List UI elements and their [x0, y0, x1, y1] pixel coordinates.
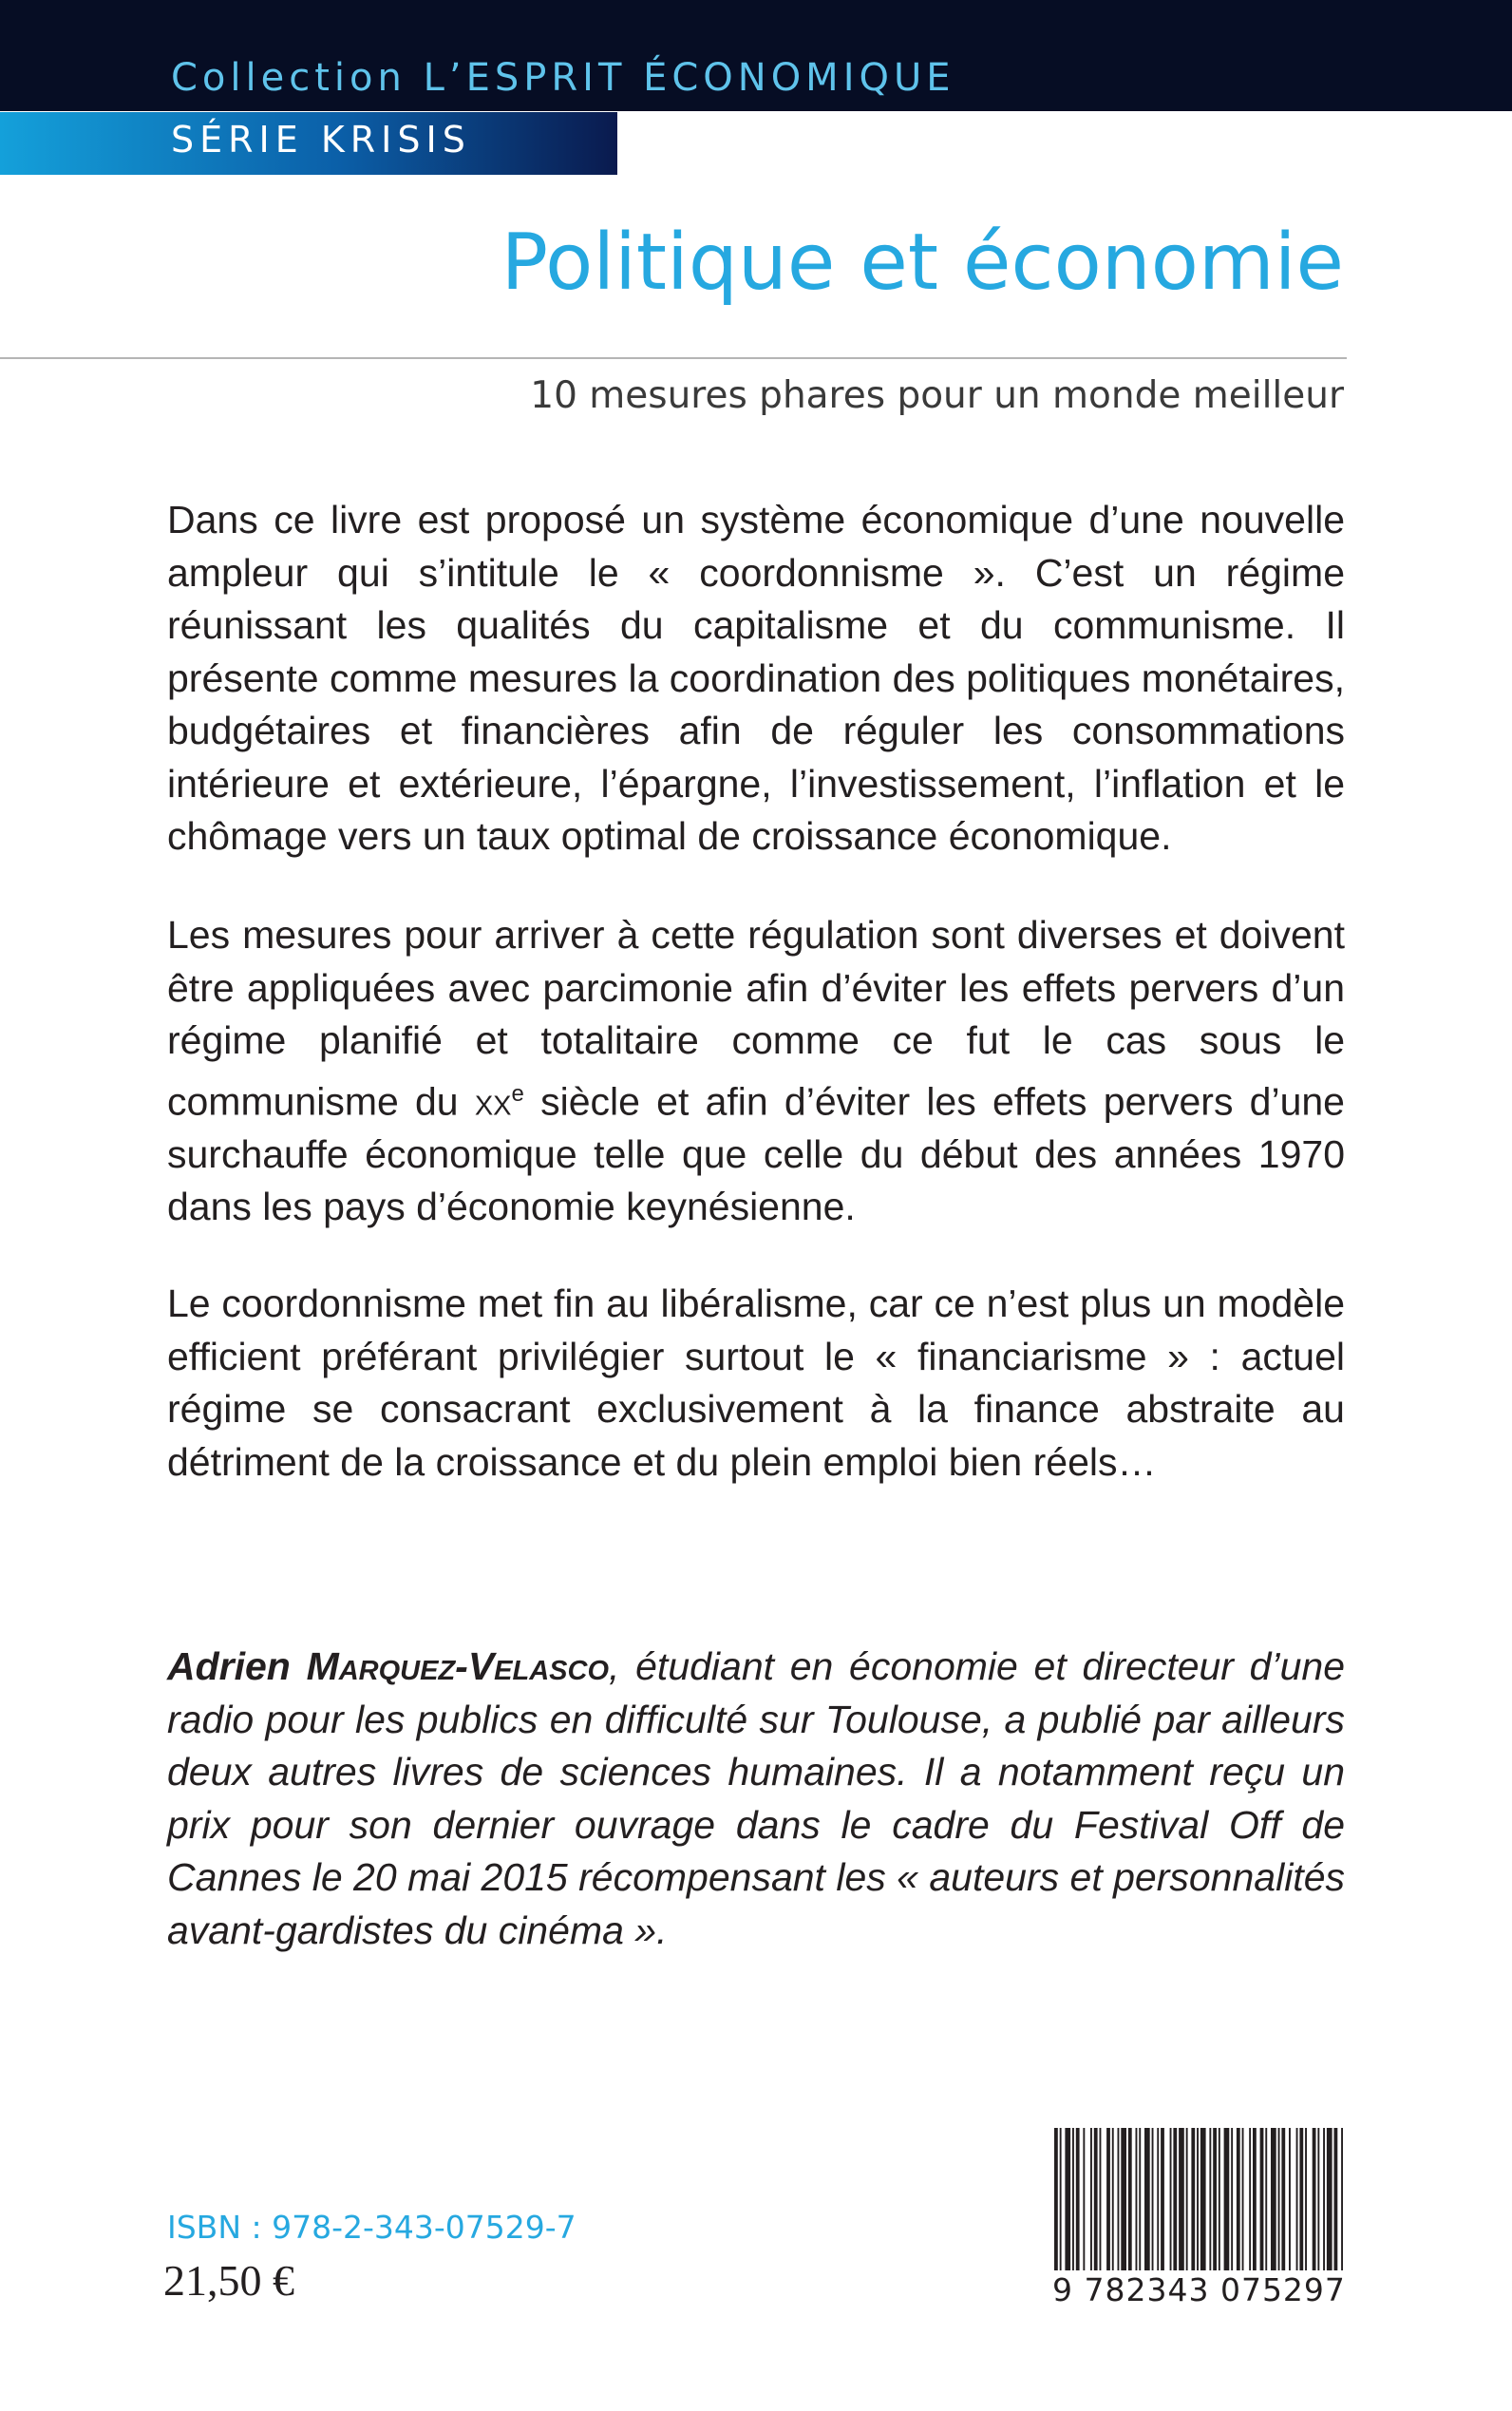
barcode-bar [1197, 2128, 1199, 2270]
barcode-bar [1157, 2128, 1159, 2270]
price: 21,50 € [163, 2256, 294, 2305]
barcode-bar [1072, 2128, 1074, 2270]
barcode-bar [1161, 2128, 1164, 2270]
title-divider [0, 357, 1347, 359]
barcode-bar [1313, 2128, 1316, 2270]
author-bio-text: , étudiant en économie et directeur d’une radio pour les publics en difficulté sur Toulouse, a publié par ailleurs deux autres livres de sciences humaines. Il a notamment reçu un prix pour son dernier ouvrage dans le cadre du Festival Off de Cannes le 20 mai 2015 récompensant les « auteurs et personnalités avant-gardistes du cinéma ». [167, 1644, 1345, 1952]
barcode-bar [1100, 2128, 1102, 2270]
blurb-paragraph-3: Le coordonnisme met fin au libéralisme, car ce n’est plus un modèle efficient préférant privilégier surtout le « financiarisme » : actuel régime se consacrant exclusivement à la finance abstraite au détriment de la croissance et du plein emploi bien réels… [167, 1281, 1345, 1484]
barcode-bar [1106, 2128, 1110, 2270]
isbn: ISBN : 978-2-343-07529-7 [167, 2209, 576, 2246]
barcode-bar [1213, 2128, 1217, 2270]
barcode-bar [1224, 2128, 1230, 2270]
barcode-bar [1271, 2128, 1276, 2270]
barcode-bar [1249, 2128, 1251, 2270]
barcode-bar [1231, 2128, 1233, 2270]
blurb-paragraph-2 [167, 909, 1345, 1234]
barcode-bar [1121, 2128, 1126, 2270]
barcode-bar [1200, 2128, 1206, 2270]
century-numeral: xx [474, 1079, 512, 1124]
barcode-bar [1083, 2128, 1085, 2270]
barcode-bar [1090, 2128, 1092, 2270]
blurb-p2-before: Les mesures pour arriver à cette régulation sont diverses et doivent être appliquées avec parcimonie afin d’éviter les effets pervers d’un régime planifié et totalitaire comme ce fut le cas sous le communisme du [167, 913, 1345, 1124]
barcode-bar [1219, 2128, 1220, 2270]
blurb-p2-after: siècle et afin d’éviter les effets pervers d’une surchauffe économique telle que celle du début des années 1970 dans les pays d’économie keynésienne. [167, 1079, 1345, 1229]
barcode-bar [1179, 2128, 1184, 2270]
barcode-bar [1237, 2128, 1240, 2270]
book-subtitle: 10 mesures phares pour un monde meilleur [530, 374, 1344, 417]
barcode-bar [1139, 2128, 1141, 2270]
barcode-bar [1065, 2128, 1070, 2270]
barcode-bar [1136, 2128, 1138, 2270]
collection-name: Collection L’ESPRIT ÉCONOMIQUE [171, 56, 955, 100]
barcode-bar [1289, 2128, 1291, 2270]
barcode-bar [1265, 2128, 1267, 2270]
barcode-bar [1260, 2128, 1264, 2270]
barcode-bar [1242, 2128, 1244, 2270]
barcode-bar [1323, 2128, 1325, 2270]
author-last-name: Marquez-Velasco [306, 1644, 610, 1688]
barcode-bar [1296, 2128, 1298, 2270]
barcode [1052, 2128, 1347, 2270]
barcode-bar [1278, 2128, 1280, 2270]
barcode-bar [1170, 2128, 1172, 2270]
barcode-bar [1186, 2128, 1188, 2270]
book-title: Politique et économie [501, 218, 1344, 308]
barcode-bar [1128, 2128, 1132, 2270]
century-superscript: e [511, 1080, 524, 1107]
serie-name: SÉRIE KRISIS [171, 119, 471, 161]
author-bio [167, 1641, 1345, 1957]
barcode-bar [1112, 2128, 1114, 2270]
barcode-bar [1191, 2128, 1195, 2270]
barcode-bar [1060, 2128, 1062, 2270]
barcode-bar [1076, 2128, 1080, 2270]
barcode-bar [1334, 2128, 1338, 2270]
author-first-name: Adrien [167, 1644, 291, 1688]
barcode-bar [1173, 2128, 1177, 2270]
barcode-digits: 9 782343 075297 [1052, 2271, 1346, 2308]
barcode-bar [1152, 2128, 1154, 2270]
barcode-bar [1094, 2128, 1098, 2270]
barcode-bar [1305, 2128, 1307, 2270]
barcode-bar [1327, 2128, 1332, 2270]
barcode-bar [1299, 2128, 1303, 2270]
barcode-bar [1118, 2128, 1120, 2270]
blurb-paragraph-1: Dans ce livre est proposé un système économique d’une nouvelle ampleur qui s’intitule le « coordonnisme ». C’est un régime réunissant les qualités du capitalisme et du communisme. Il présente comme mesures la coordination des politiques monétaires, budgétaires et financières afin de réguler les consommations intérieure et extérieure, l’épargne, l’investissement, l’inflation et le chômage vers un taux optimal de croissance économique. [167, 498, 1345, 858]
barcode-bar [1281, 2128, 1285, 2270]
barcode-bar [1209, 2128, 1211, 2270]
barcode-bar [1341, 2128, 1343, 2270]
barcode-bar [1054, 2128, 1058, 2270]
barcode-bar [1144, 2128, 1150, 2270]
barcode-bar [1317, 2128, 1319, 2270]
barcode-bar [1253, 2128, 1257, 2270]
